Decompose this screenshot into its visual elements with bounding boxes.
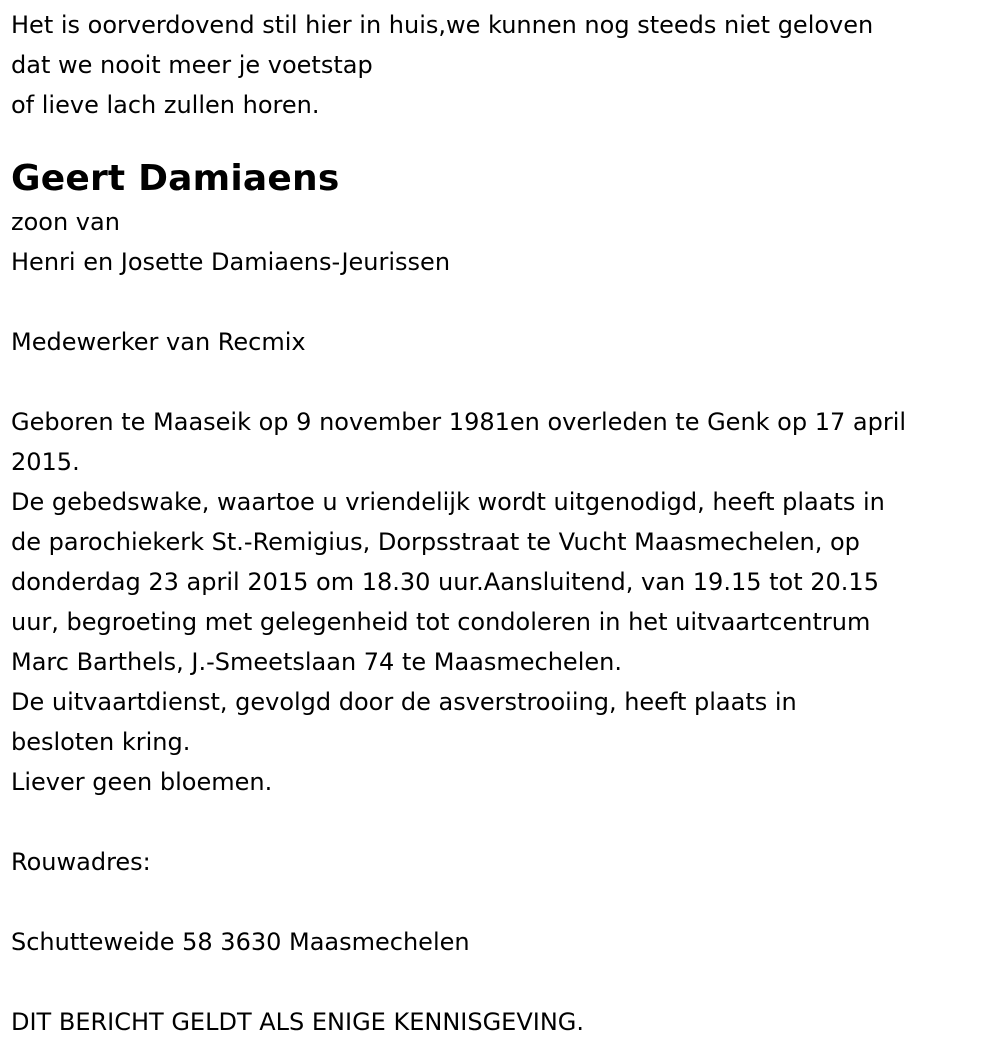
body-line: 2015. (11, 448, 80, 476)
intro-line: Het is oorverdovend stil hier in huis,we kunnen nog steeds niet geloven (11, 11, 874, 39)
intro-line: dat we nooit meer je voetstap (11, 51, 373, 79)
body-line: uur, begroeting met gelegenheid tot condoleren in het uitvaartcentrum (11, 608, 871, 636)
notice-statement: DIT BERICHT GELDT ALS ENIGE KENNISGEVING. (11, 1008, 585, 1036)
spacer (11, 282, 991, 322)
occupation: Medewerker van Recmix (11, 328, 306, 356)
body-line: de parochiekerk St.-Remigius, Dorpsstraat te Vucht Maasmechelen, op (11, 528, 860, 556)
spacer (11, 802, 991, 842)
relation-block (11, 202, 991, 282)
address-label: Rouwadres: (11, 848, 151, 876)
deceased-name: Geert Damiaens (11, 158, 340, 199)
body-line: Geboren te Maaseik op 9 november 1981en overleden te Genk op 17 april (11, 408, 907, 436)
relation-line: Henri en Josette Damiaens-Jeurissen (11, 248, 451, 276)
body-line: donderdag 23 april 2015 om 18.30 uur.Aansluitend, van 19.15 tot 20.15 (11, 568, 879, 596)
body-line: Liever geen bloemen. (11, 768, 273, 796)
announcement-body (11, 402, 991, 802)
intro-verse (11, 5, 991, 125)
obituary-notice (11, 5, 991, 1042)
body-line: De gebedswake, waartoe u vriendelijk wordt uitgenodigd, heeft plaats in (11, 488, 885, 516)
body-line: besloten kring. (11, 728, 191, 756)
relation-line: zoon van (11, 208, 120, 236)
body-line: Marc Barthels, J.-Smeetslaan 74 te Maasmechelen. (11, 648, 622, 676)
spacer (11, 362, 991, 402)
body-line: De uitvaartdienst, gevolgd door de asverstrooiing, heeft plaats in (11, 688, 797, 716)
spacer (11, 962, 991, 1002)
intro-line: of lieve lach zullen horen. (11, 91, 320, 119)
mourning-address: Schutteweide 58 3630 Maasmechelen (11, 928, 470, 956)
spacer (11, 882, 991, 922)
